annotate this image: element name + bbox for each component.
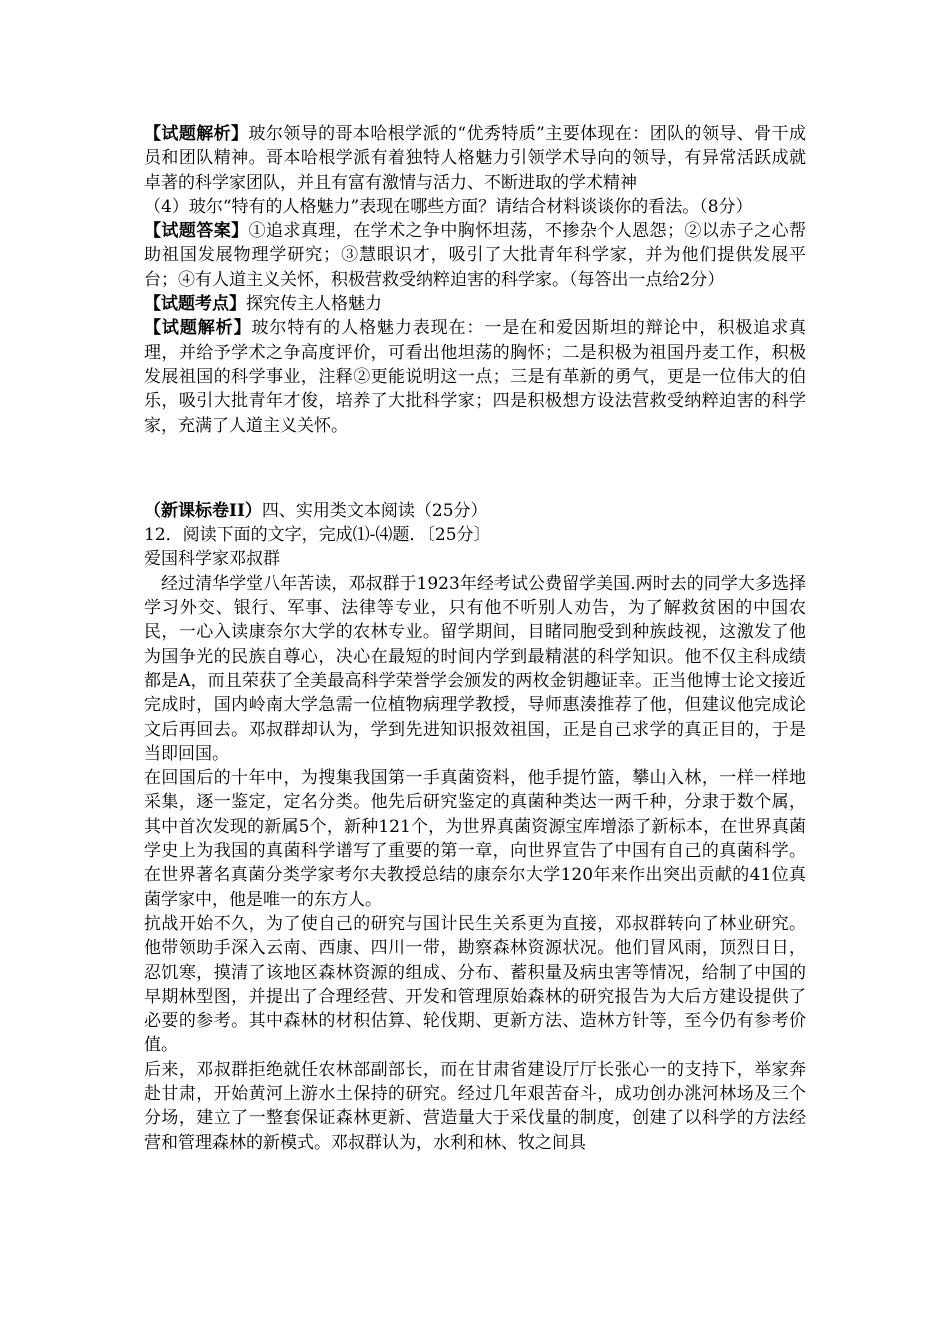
kaodian-label: 【试题考点】: [144, 294, 246, 315]
question-4: （4）玻尔“特有的人格魅力”表现在哪些方面？请结合材料谈谈你的看法。（8分）: [144, 196, 753, 217]
article-title: 爱国科学家邓叔群: [144, 549, 280, 570]
document-page: [144, 122, 806, 1155]
analysis-paragraph-1: [144, 122, 806, 195]
answer-label: 【试题答案】: [144, 221, 249, 242]
answer-text: ①追求真理，在学术之争中胸怀坦荡，不掺杂个人恩怨；②以赤子之心帮助祖国发展物理学研究；③慧眼识才，吸引了大批青年科学家，并为他们提供发展平台；④有人道主义关怀，积极营救受纳粹迫害的科学家。（每答出一点给2分）: [144, 221, 807, 290]
section-heading: [144, 499, 806, 523]
article-paragraph-1: 经过清华学堂八年苦读，邓叔群于1923年经考试公费留学美国.两时去的同学大多选择学习外交、银行、军事、法律等专业，只有他不听别人劝告，为了解救贫困的中国农民，一心入读康奈尔大学的农林专业。留学期间，目睹同胞受到种族歧视，这激发了他为国争光的民族自尊心，决心在最短的时间内学到最精湛的科学知识。他不仅主科成绩都是A，而且荣获了全美最高科学荣誉学会颁发的两枚金钥趣证幸。正当他博士论文接近完成时，国内岭南大学急需一位植物病理学教授，导师惠湊推荐了他，但建议他完成论文后再回去。邓叔群却认为，学到先进知识报效祖国，正是自己求学的真正目的，于是当即回国。: [144, 573, 806, 764]
analysis-text: 玻尔领导的哥本哈根学派的“优秀特质”主要体现在：团队的领导、骨干成员和团队精神。哥本哈根学派有着独特人格魅力引领学术导向的领导，有异常活跃成就卓著的科学家团队，并且有富有激情与活力、不断进取的学术精神: [144, 124, 806, 193]
article-paragraph-4: 后来，邓叔群拒绝就任农林部副部长，而在甘肃省建设厅厅长张心一的支持下，举家奔赴甘肃，开始黄河上游水土保持的研究。经过几年艰苦奋斗，成功创办洮河林场及三个分场，建立了一整套保证森林更新、营造量大于采伐量的制度，创建了以科学的方法经营和管理森林的新模式。邓叔群认为，水利和林、牧之间具: [144, 1059, 806, 1153]
section-spacer: [144, 438, 806, 499]
article-paragraph-2: 在回国后的十年中，为搜集我国第一手真菌资料，他手提竹篮，攀山入林，一样一样地采集，逐一鉴定，定名分类。他先后研究鉴定的真菌种类达一两千种，分隶于数个属，其中首次发现的新属5个，新种121个，为世界真菌资源宝库增添了新标本，在世界真菌学史上为我国的真菌科学谱写了重要的第一章，向世界宣告了中国有自己的真菌科学。在世界著名真菌分类学家考尔夫教授总结的康奈尔大学120年来作出突出贡献的41位真菌学家中，他是唯一的东方人。: [144, 768, 806, 910]
section-text: 四、实用类文本阅读（25分）: [261, 500, 488, 521]
question-12: 12．阅读下面的文字，完成⑴-⑷题．〔25分〕: [144, 525, 491, 546]
answer-paragraph: [144, 219, 806, 292]
article-paragraph-3: 抗战开始不久，为了使自己的研究与国计民生关系更为直接，邓叔群转向了林业研究。他带领助手深入云南、西康、四川一带，勘察森林资源状况。他们冒风雨，顶烈日日，忍饥寒，摸清了该地区森林资源的组成、分布、蓄积量及病虫害等情况，给制了中国的早期林型图，并提出了合理经营、开发和管理原始森林的研究报告为大后方建设提供了必要的参考。其中森林的材积估算、轮伐期、更新方法、造林方针等，至今仍有参考价值。: [144, 913, 806, 1056]
analysis-paragraph-2: [144, 316, 806, 437]
analysis-label-2: 【试题解析】: [144, 318, 252, 339]
analysis-label: 【试题解析】: [144, 124, 249, 144]
kaodian-text: 探究传主人格魅力: [246, 294, 382, 315]
analysis-text-2: 玻尔特有的人格魅力表现在：一是在和爱因斯坦的辩论中，积极追求真理，并给予学术之争高度评价，可看出他坦荡的胸怀；二是积极为祖国丹麦工作，积极发展祖国的科学事业，注释②更能说明这一点；三是有革新的勇气，更是一位伟大的伯乐，吸引大批青年才俊，培养了大批科学家；四是积极想方设法营救受纳粹迫害的科学家，充满了人道主义关怀。: [144, 318, 806, 436]
kaodian-paragraph: [144, 292, 806, 316]
section-label: （新课标卷II）: [144, 500, 262, 521]
